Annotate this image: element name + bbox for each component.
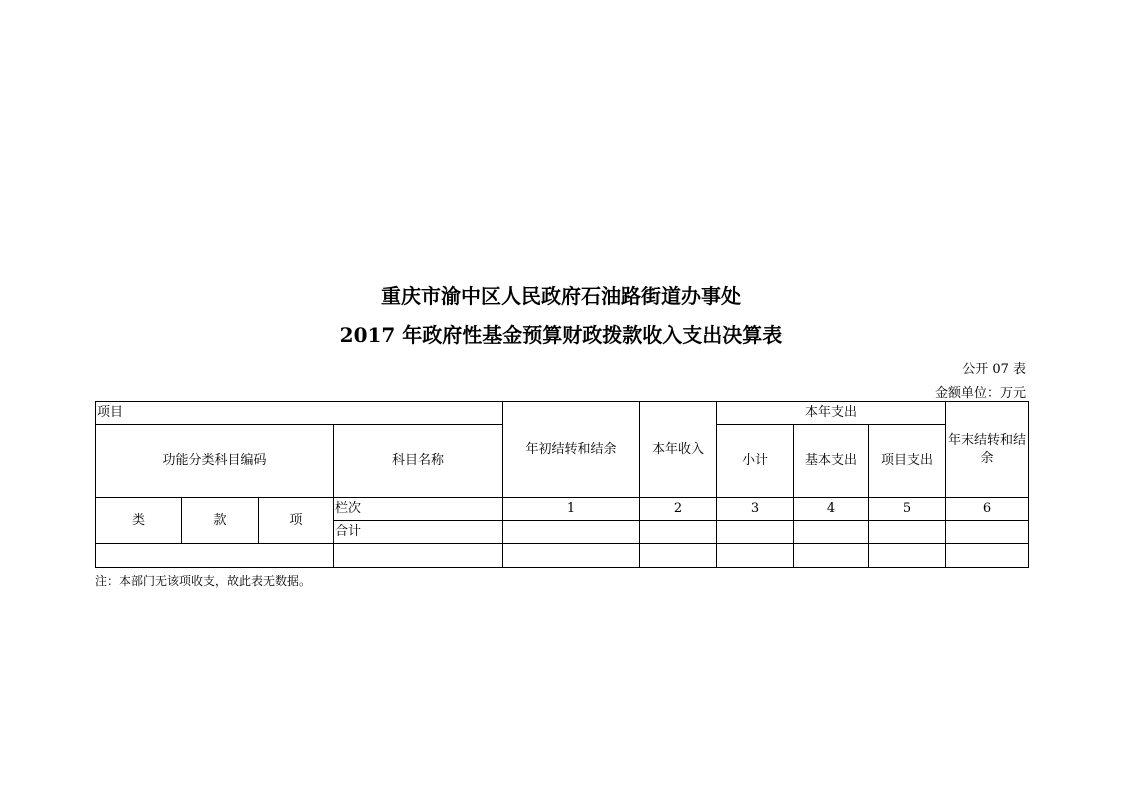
end-balance-header: 年末结转和结余 bbox=[946, 402, 1029, 498]
column-no-5: 5 bbox=[869, 498, 946, 521]
empty-cell bbox=[334, 544, 503, 568]
total-label: 合计 bbox=[334, 521, 503, 544]
empty-cell bbox=[640, 544, 717, 568]
column-no-6: 6 bbox=[946, 498, 1029, 521]
project-expense-header: 项目支出 bbox=[869, 425, 946, 498]
empty-cell bbox=[503, 544, 640, 568]
total-cell bbox=[717, 521, 794, 544]
subject-name-header: 科目名称 bbox=[334, 425, 503, 498]
column-no-1: 1 bbox=[503, 498, 640, 521]
total-cell bbox=[946, 521, 1029, 544]
column-no-3: 3 bbox=[717, 498, 794, 521]
basic-expense-header: 基本支出 bbox=[794, 425, 869, 498]
lei-header: 类 bbox=[96, 498, 182, 544]
item-header: 项目 bbox=[96, 402, 503, 425]
fund-table bbox=[95, 401, 1029, 568]
empty-cell bbox=[717, 544, 794, 568]
column-no-2: 2 bbox=[640, 498, 717, 521]
total-cell bbox=[794, 521, 869, 544]
empty-cell bbox=[869, 544, 946, 568]
column-no-4: 4 bbox=[794, 498, 869, 521]
kuan-header: 款 bbox=[182, 498, 259, 544]
table-row bbox=[96, 544, 1029, 568]
report-title-line1: 重庆市渝中区人民政府石油路街道办事处 bbox=[381, 284, 741, 308]
report-title-line2: 2017 年政府性基金预算财政拨款收入支出决算表 bbox=[339, 323, 783, 347]
empty-cell bbox=[96, 544, 334, 568]
subtotal-header: 小计 bbox=[717, 425, 794, 498]
form-number: 公开 07 表 bbox=[962, 362, 1026, 377]
income-header: 本年收入 bbox=[640, 402, 717, 498]
footnote: 注：本部门无该项收支，故此表无数据。 bbox=[95, 574, 312, 588]
column-no-label: 栏次 bbox=[334, 498, 503, 521]
total-cell bbox=[640, 521, 717, 544]
empty-cell bbox=[794, 544, 869, 568]
func-code-header: 功能分类科目编码 bbox=[96, 425, 334, 498]
total-cell bbox=[503, 521, 640, 544]
expense-header: 本年支出 bbox=[717, 402, 946, 425]
amount-unit: 金额单位：万元 bbox=[934, 386, 1026, 401]
xiang-header: 项 bbox=[259, 498, 334, 544]
total-cell bbox=[869, 521, 946, 544]
empty-cell bbox=[946, 544, 1029, 568]
begin-balance-header: 年初结转和结余 bbox=[503, 402, 640, 498]
